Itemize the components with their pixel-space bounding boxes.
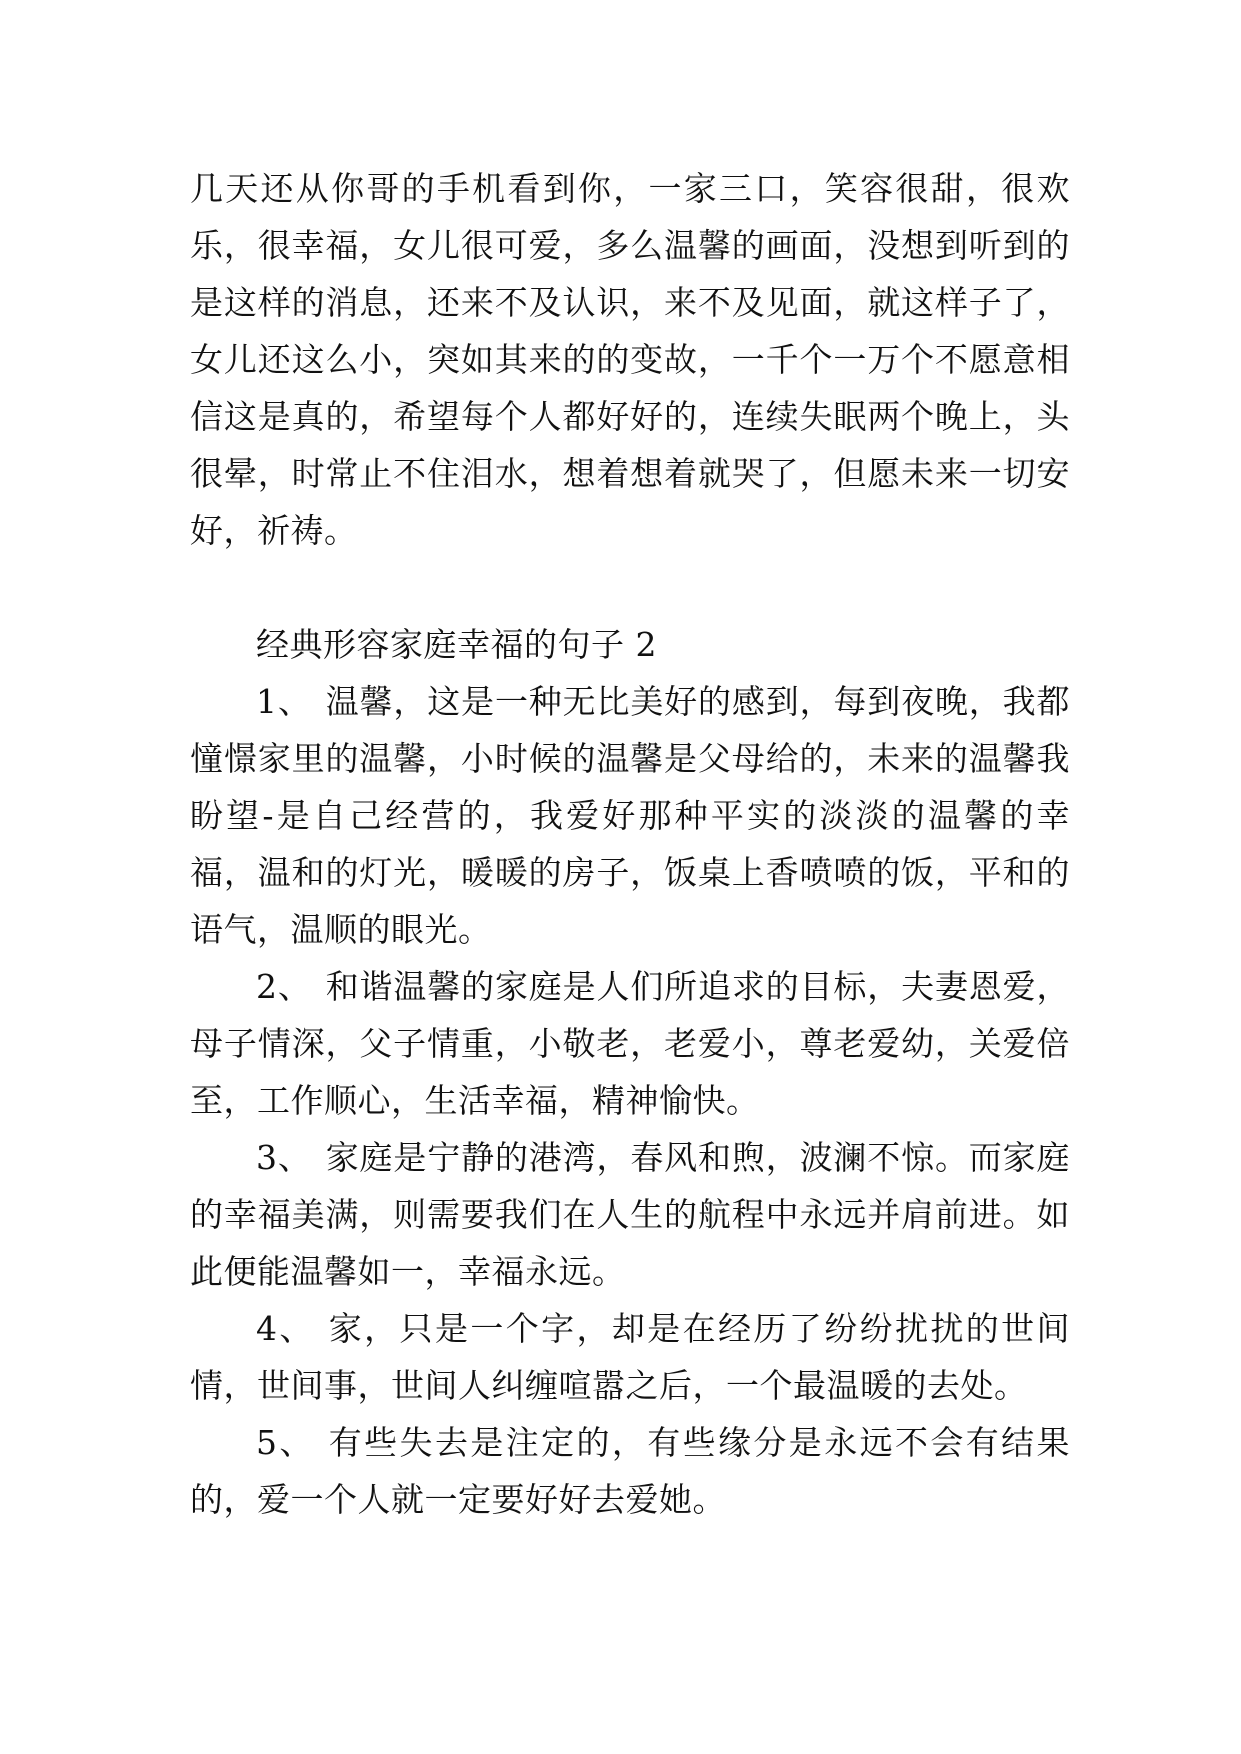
document-body <box>190 160 1070 1528</box>
list-item-number: 5、 <box>256 1423 315 1462</box>
list-item <box>190 1414 1070 1528</box>
list-item <box>190 1129 1070 1300</box>
list-item-number: 1、 <box>256 682 312 721</box>
list-item <box>190 673 1070 958</box>
list-item-number: 4、 <box>256 1309 315 1348</box>
list-item <box>190 1300 1070 1414</box>
list-item-number: 2、 <box>256 967 312 1006</box>
list-item-text: 温馨，这是一种无比美好的感到，每到夜晚，我都憧憬家里的温馨，小时候的温馨是父母给的，未来的温馨我盼望-是自己经营的，我爱好那种平实的淡淡的温馨的幸福，温和的灯光，暖暖的房子，饭桌上香喷喷的饭，平和的语气，温顺的眼光。 <box>190 682 1071 949</box>
section-heading: 经典形容家庭幸福的句子 2 <box>256 625 657 664</box>
list-item <box>190 958 1070 1129</box>
list-item-text: 有些失去是注定的，有些缘分是永远不会有结果的，爱一个人就一定要好好去爱她。 <box>190 1423 1071 1519</box>
list-item-text: 家，只是一个字，却是在经历了纷纷扰扰的世间情，世间事，世间人纠缠喧嚣之后，一个最温暖的去处。 <box>190 1309 1071 1405</box>
intro-paragraph: 几天还从你哥的手机看到你，一家三口，笑容很甜，很欢乐，很幸福，女儿很可爱，多么温馨的画面，没想到听到的是这样的消息，还来不及认识，来不及见面，就这样子了，女儿还这么小，突如其来的的变故，一千个一万个不愿意相信这是真的，希望每个人都好好的，连续失眠两个晚上，头很晕，时常止不住泪水，想着想着就哭了，但愿未来一切安好，祈祷。 <box>190 169 1070 550</box>
list-item-text: 和谐温馨的家庭是人们所追求的目标，夫妻恩爱，母子情深，父子情重，小敬老，老爱小，尊老爱幼，关爱倍至，工作顺心，生活幸福，精神愉快。 <box>190 967 1071 1120</box>
list-item-number: 3、 <box>256 1138 312 1177</box>
list-item-text: 家庭是宁静的港湾，春风和煦，波澜不惊。而家庭的幸福美满，则需要我们在人生的航程中永远并肩前进。如此便能温馨如一，幸福永远。 <box>190 1138 1071 1291</box>
paragraph-spacer <box>190 559 1070 616</box>
